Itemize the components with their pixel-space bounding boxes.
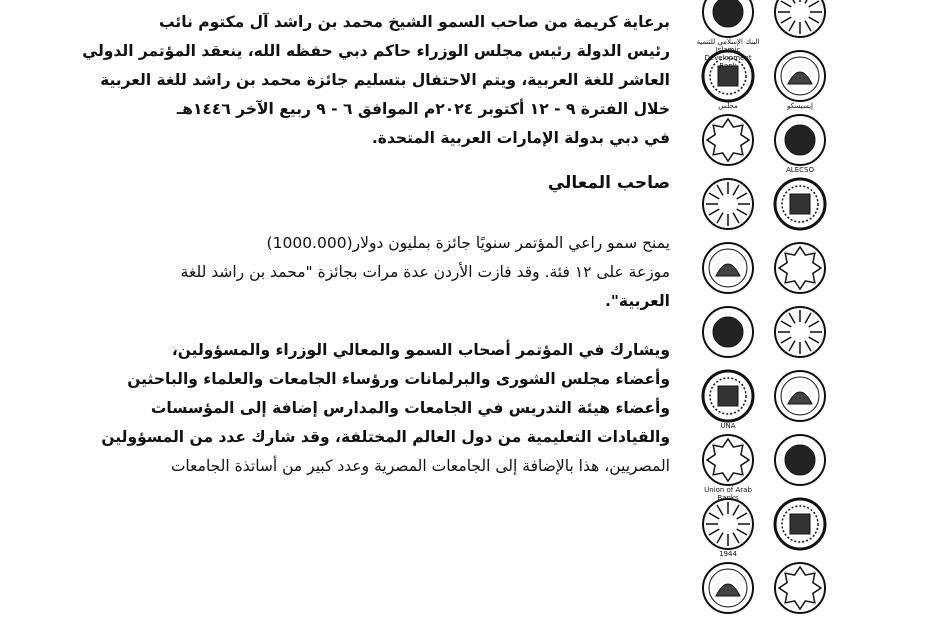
republic-seal-logo [700, 304, 756, 360]
prize-line: العربية". [604, 292, 670, 310]
una-logo [700, 368, 756, 430]
organization-logos-column [690, 0, 850, 620]
alecso-logo [772, 112, 828, 174]
org-seal-20 [772, 560, 828, 616]
arab-league-logo [700, 112, 756, 168]
participants-line: والقيادات التعليمية من دول العالم المختلفة، وقد شارك عدد من المسؤولين [101, 428, 670, 446]
logo-caption: البنك الإسلامي للتنمية Islamic Development [696, 38, 760, 62]
prize-line: يمنح سمو راعي المؤتمر سنويًا جائزة بمليون دولار(1000.000) [266, 234, 670, 252]
letter-body [40, 0, 670, 481]
mosque-seal-logo [772, 304, 828, 360]
council-handshake-logo [700, 48, 756, 110]
logo-caption: إيسيسكو [787, 102, 813, 110]
islamic-development-bank-logo [696, 0, 760, 62]
participants-line: ويشارك في المؤتمر أصحاب السمو والمعالي الوزراء والمسؤولين، [171, 341, 670, 359]
decorative-seal-logo [772, 368, 828, 424]
logo-caption: Union of Arab Banks [704, 486, 752, 502]
intro-line: خلال الفترة ٩ - ١٢ أكتوبر ٢٠٢٤م الموافق ٦ - ٩ ربيع الآخر ١٤٤٦هـ [176, 100, 670, 118]
intro-line: في دبي بدولة الإمارات العربية المتحدة. [371, 129, 670, 147]
salutation-heading: صاحب المعالي [547, 173, 670, 193]
logo-caption: UNA [720, 422, 736, 430]
org-1944-logo [700, 496, 756, 558]
prize-line: موزعة على ١٢ فئة. وقد فازت الأردن عدة مرات بجائزة "محمد بن راشد للغة [180, 263, 670, 281]
intro-line: برعاية كريمة من صاحب السمو الشيخ محمد بن راشد آل مكتوم نائب [158, 13, 670, 31]
logo-caption: ALECSO [786, 166, 814, 174]
building-seal-logo [772, 432, 828, 488]
org-seal-8 [772, 176, 828, 232]
org-seal-19 [700, 560, 756, 616]
participants-line: المصريين، هذا بالإضافة إلى الجامعات المصرية وعدد كبير من أساتذة الجامعات [170, 457, 670, 475]
intro-line: العاشر للغة العربية، ويتم الاحتفال بتسليم جائزة محمد بن راشد للغة العربية [100, 71, 670, 89]
participants-line: وأعضاء مجلس الشورى والبرلمانات ورؤساء الجامعات والعلماء والباحثين [127, 370, 670, 388]
logo-caption: 1944 [719, 550, 737, 558]
participants-line: وأعضاء هيئة التدريس في الجامعات والمدارس إضافة إلى المؤسسات [150, 399, 670, 417]
isesco-logo [772, 48, 828, 110]
intro-line: رئيس الدولة رئيس مجلس الوزراء حاكم دبي حفظه الله، ينعقد المؤتمر الدولي [82, 42, 670, 60]
org-logo-2 [772, 0, 828, 40]
union-of-arab-banks-logo [700, 432, 756, 502]
org-seal-18 [772, 496, 828, 552]
star-emblem-logo [772, 240, 828, 296]
logo-caption: مجلس [718, 102, 738, 110]
sun-emblem-logo [700, 240, 756, 296]
org-seal-7 [700, 176, 756, 232]
